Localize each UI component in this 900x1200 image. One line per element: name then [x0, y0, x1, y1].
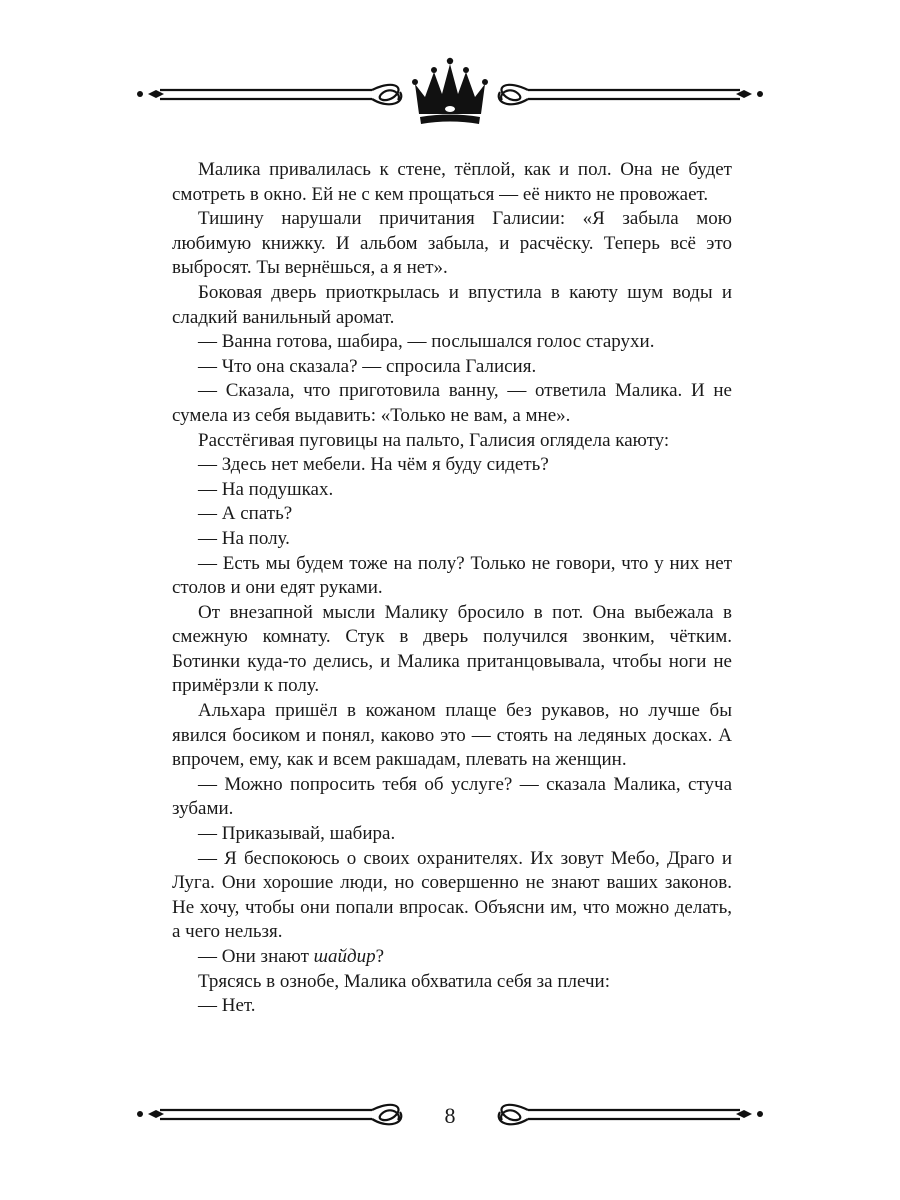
- paragraph: Боковая дверь приоткрылась и впустила в каюту шум воды и сладкий ванильный аромат.: [172, 281, 732, 328]
- left-flourish: [137, 1105, 401, 1124]
- paragraph: — Ванна готова, шабира, — послышался голос старухи.: [198, 331, 655, 353]
- paragraph: — Сказала, что приготовила ванну, — ответила Малика. И не сумела из себя выдавить: «Только не вам, а мне».: [172, 380, 732, 426]
- paragraph: Альхара пришёл в кожаном плаще без рукавов, но лучше бы явился босиком и понял, каково это — стоять на ледяных досках. А впрочем, ему, как и всем ракшадам, плевать на женщин.: [172, 700, 732, 771]
- text-run: ?: [375, 946, 385, 967]
- paragraph: Малика привалилась к стене, тёплой, как и пол. Она не будет смотреть в окно. Ей не с кем прощаться — её никто не провожает.: [172, 159, 732, 205]
- paragraph: — Приказывай, шабира.: [198, 823, 396, 845]
- paragraph: — Что она сказала? — спросила Галисия.: [198, 355, 537, 377]
- paragraph: Тишину нарушали причитания Галисии: «Я забыла мою любимую книжку. И альбом забыла, и расчёску. Теперь всё это выбросят. Ты вернёшься, а я нет».: [172, 208, 732, 279]
- italic-word: шайдир: [313, 946, 376, 967]
- paragraph: От внезапной мысли Малику бросило в пот. Она выбежала в смежную комнату. Стук в дверь получился звонким, чётким. Ботинки куда-то делись, и Малика пританцовывала, чтобы ноги не примёрзли к полу.: [172, 601, 732, 697]
- paragraph: — Есть мы будем тоже на полу? Только не говори, что у них нет столов и они едят руками.: [172, 552, 732, 599]
- paragraph: — А спать?: [198, 503, 293, 525]
- page-number: 8: [444, 1103, 456, 1128]
- top-ornament: [0, 52, 900, 132]
- paragraph: — Можно попросить тебя об услуге? — сказала Малика, стуча зубами.: [172, 773, 732, 820]
- body-text: [172, 158, 732, 1019]
- paragraph: — На подушках.: [198, 478, 334, 500]
- paragraph: — Нет.: [198, 995, 256, 1017]
- crown-icon: [412, 58, 488, 124]
- paragraph: Трясясь в ознобе, Малика обхватила себя за плечи:: [198, 970, 610, 992]
- paragraph: — На полу.: [198, 527, 290, 549]
- right-flourish: [499, 1105, 763, 1124]
- left-flourish: [137, 85, 401, 104]
- right-flourish: [499, 85, 763, 104]
- paragraph: — Здесь нет мебели. На чём я буду сидеть?: [198, 454, 549, 476]
- text-run: — Они знают: [198, 946, 314, 967]
- paragraph: — Я беспокоюсь о своих охранителях. Их зовут Мебо, Драго и Луга. Они хорошие люди, но совершенно не знают ваших законов. Не хочу, чтобы они попали впросак. Объясни им, что можно делать, а чего нельзя.: [172, 847, 732, 943]
- paragraph: Расстёгивая пуговицы на пальто, Галисия оглядела каюту:: [198, 429, 670, 451]
- paragraph-with-italic: [172, 945, 732, 970]
